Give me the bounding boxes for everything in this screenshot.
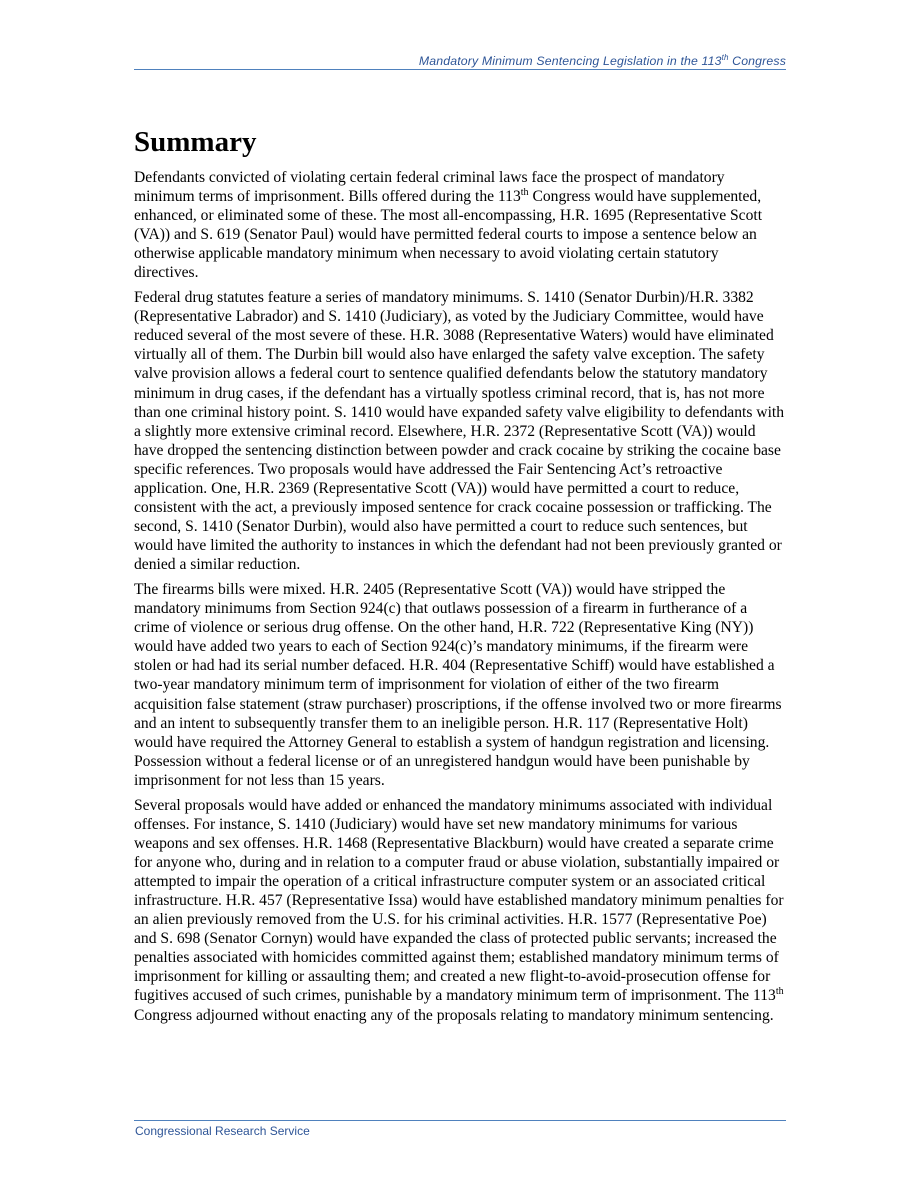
paragraph-1-superscript: th (520, 187, 529, 199)
paragraph-4 (134, 796, 786, 1025)
running-header (134, 54, 786, 68)
running-header-title: Mandatory Minimum Sentencing Legislation in the 113 (418, 54, 722, 68)
paragraph-4-superscript: th (775, 986, 784, 998)
paragraph-1-text-end: Congress would have supplemented, enhanced, or eliminated some of these. The most all-encompassing, H.R. 1695 (Representative Scott (VA)) and S. 619 (Senator Paul) would have permitted federal courts to impose a sentence below an otherwise applicable mandatory minimum when necessary to avoid violating certain statutory directives. (134, 188, 763, 282)
paragraph-1 (134, 168, 786, 283)
footer-publisher: Congressional Research Service (135, 1124, 310, 1138)
paragraph-2: Federal drug statutes feature a series of mandatory minimums. S. 1410 (Senator Durbin)/H.R. 3382 (Representative Labrador) and S. 1410 (Judiciary), as voted by the Judiciary Committee, would have reduced several of the most severe of these. H.R. 3088 (Representative Waters) would have eliminated virtually all of them. The Durbin bill would also have enlarged the safety valve exception. The safety valve provision allows a federal court to sentence qualified defendants below the statutory mandatory minimum in drug cases, if the defendant has a virtually spotless criminal record, that is, has not more than one criminal history point. S. 1410 would have expanded safety valve eligibility to defendants with a slightly more extensive criminal record. Elsewhere, H.R. 2372 (Representative Scott (VA)) would have dropped the sentencing distinction between powder and crack cocaine by striking the cocaine base specific references. Two proposals would have addressed the Fair Sentencing Act’s retroactive application. One, H.R. 2369 (Representative Scott (VA)) would have permitted a court to reduce, consistent with the act, a previously imposed sentence for crack cocaine possession or trafficking. The second, S. 1410 (Senator Durbin), would also have permitted a court to reduce such sentences, but would have limited the authority to instances in which the defendant had not been previously granted or denied a similar reduction. (134, 289, 785, 574)
summary-body (134, 168, 786, 1030)
running-header-title-end: Congress (728, 54, 786, 68)
running-header-superscript: th (721, 53, 729, 62)
paragraph-3: The firearms bills were mixed. H.R. 2405 (Representative Scott (VA)) would have stripped the mandatory minimums from Section 924(c) that outlaws possession of a firearm in furtherance of a crime of violence or serious drug offense. On the other hand, H.R. 722 (Representative King (NY)) would have added two years to each of Section 924(c)’s mandatory minimums, if the firearm were stolen or had had its serial number defaced. H.R. 404 (Representative Schiff) would have established a two-year mandatory minimum term of imprisonment for violation of either of the two firearm acquisition false statement (straw purchaser) proscriptions, if the offense involved two or more firearms and an intent to subsequently transfer them to an ineligible person. H.R. 117 (Representative Holt) would have required the Attorney General to establish a system of handgun registration and licensing. Possession without a federal license or of an unregistered handgun would have been punishable by imprisonment for not less than 15 years. (134, 580, 782, 789)
section-title: Summary (134, 126, 257, 158)
header-divider (134, 69, 786, 70)
footer-divider (134, 1120, 786, 1121)
paragraph-4-text-end: Congress adjourned without enacting any of the proposals relating to mandatory minimum sentencing. (134, 1006, 774, 1024)
paragraph-4-text: Several proposals would have added or enhanced the mandatory minimums associated with individual offenses. For instance, S. 1410 (Judiciary) would have set new mandatory minimums for various weapons and sex offenses. H.R. 1468 (Representative Blackburn) would have created a separate crime for anyone who, during and in relation to a computer fraud or abuse violation, substantially impaired or attempted to impair the operation of a critical infrastructure computer system or an associated critical infrastructure. H.R. 457 (Representative Issa) would have established mandatory minimum penalties for an alien previously removed from the U.S. for his criminal activities. H.R. 1577 (Representative Poe) and S. 698 (Senator Cornyn) would have expanded the class of protected public servants; increased the penalties associated with homicides committed against them; established mandatory minimum terms of imprisonment for killing or assaulting them; and created a new flight-to-avoid-prosecution offense for fugitives accused of such crimes, punishable by a mandatory minimum term of imprisonment. The 113 (134, 796, 784, 1005)
paragraph-1-text: Defendants convicted of violating certain federal criminal laws face the prospect of mandatory minimum terms of imprisonment. Bills offered during the 113 (134, 169, 725, 206)
